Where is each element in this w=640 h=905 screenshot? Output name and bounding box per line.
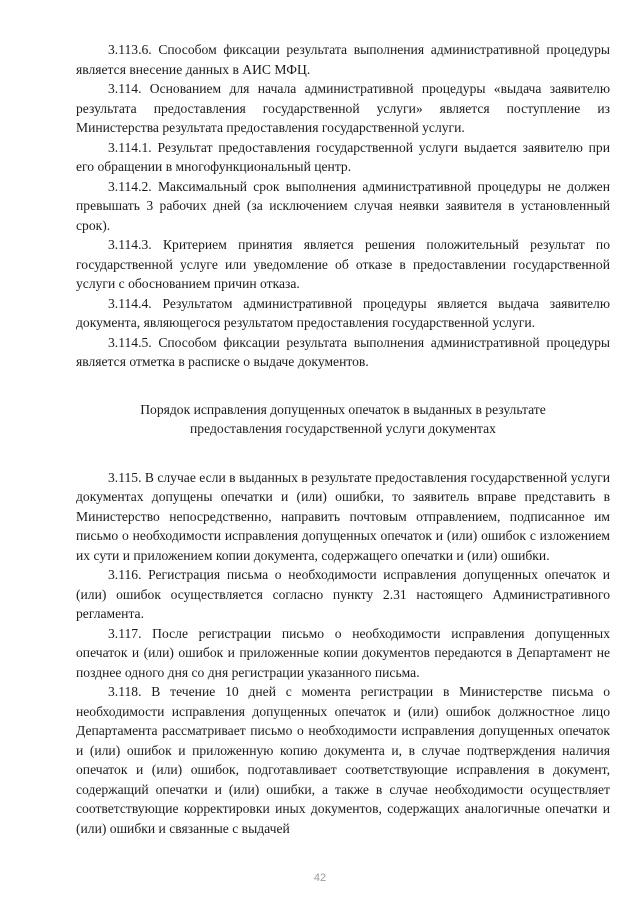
paragraph-3-115: 3.115. В случае если в выданных в результате предоставления государственной услуги документах допущены опечатки и (или) ошибки, то заявитель вправе представить в Министерство непосредственно, направить почтовым отправлением, подписанное им письмо о необходимости исправления допущенных опечаток и (или) ошибок с изложением их сути и приложением копии документа, содержащего опечатки и (или) ошибки. <box>76 469 610 563</box>
paragraph-3-114-2: 3.114.2. Максимальный срок выполнения административной процедуры не должен превышать 3 рабочих дней (за исключением случая неявки заявителя в установленный срок). <box>76 178 610 233</box>
section-heading-line-2: предоставления государственной услуги документах <box>190 421 496 436</box>
section-heading <box>76 400 610 439</box>
page-number: 42 <box>313 872 327 884</box>
paragraph-3-114: 3.114. Основанием для начала административной процедуры «выдача заявителю результата предоставления государственной услуги» является поступление из Министерства результата предоставления государственной услуги. <box>76 81 610 135</box>
paragraph-3-116: 3.116. Регистрация письма о необходимости исправления допущенных опечаток и (или) ошибок осуществляется согласно пункту 2.31 настоящего Административного регламента. <box>76 567 610 621</box>
document-body <box>76 40 610 838</box>
paragraph-3-113-6: 3.113.6. Способом фиксации результата выполнения административной процедуры является внесение данных в АИС МФЦ. <box>76 42 610 77</box>
paragraph-3-117: 3.117. После регистрации письмо о необходимости исправления допущенных опечаток и (или) ошибок и приложенные копии документов передаются в Департамент не позднее одного дня со дня регистрации указанного письма. <box>76 625 610 680</box>
paragraph-3-114-4: 3.114.4. Результатом административной процедуры является выдача заявителю документа, являющегося результатом предоставления государственной услуги. <box>76 295 610 330</box>
paragraph-3-118: 3.118. В течение 10 дней с момента регистрации в Министерстве письма о необходимости исправления допущенных опечаток и (или) ошибок должностное лицо Департамента рассматривает письмо о необходимости исправления допущенных опечаток и (или) ошибок и приложенную копию документа и, в случае подтверждения наличия опечаток и (или) ошибок, подготавливает соответствующие исправления в документ, содержащий опечатки и (или) ошибки, а также в случае необходимости осуществляет соответствующие корректировки иных документов, содержащих аналогичные опечатки и (или) ошибки и связанные с выдачей <box>76 684 610 836</box>
paragraph-3-114-5: 3.114.5. Способом фиксации результата выполнения административной процедуры является отметка в расписке о выдаче документов. <box>76 334 610 369</box>
paragraph-3-114-1: 3.114.1. Результат предоставления государственной услуги выдается заявителю при его обращении в многофункциональный центр. <box>76 139 610 174</box>
paragraph-3-114-3: 3.114.3. Критерием принятия является решения положительный результат по государственной услуге или уведомление об отказе в предоставлении государственной услуги с обоснованием причин отказа. <box>76 237 610 291</box>
section-heading-line-1: Порядок исправления допущенных опечаток в выданных в результате <box>140 401 546 417</box>
